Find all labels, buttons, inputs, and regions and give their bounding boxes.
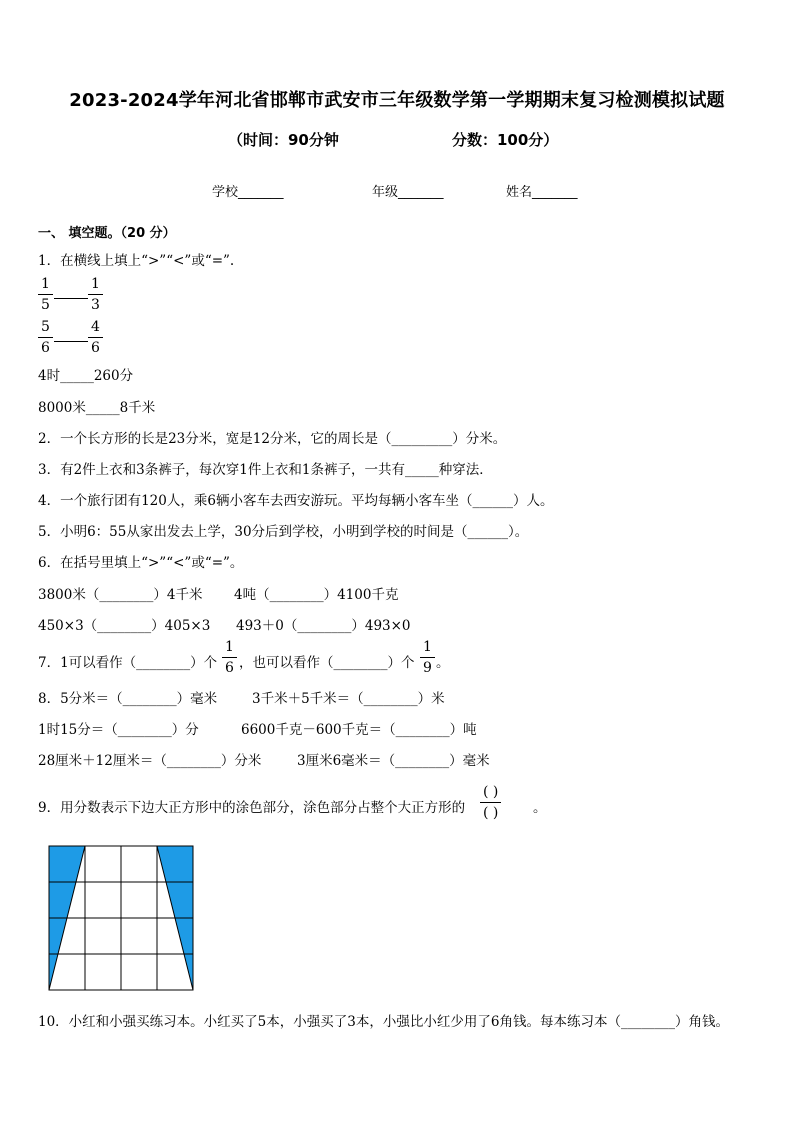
fraction-5-6 <box>38 318 53 355</box>
question-6-item-3: 450×3（________）405×3 <box>38 618 211 634</box>
question-4: 4．一个旅行团有120人，乘6辆小客车去西安游玩。平均每辆小客车坐（______）人。 <box>38 493 554 509</box>
exam-time: （时间：90分钟 <box>228 131 339 149</box>
name-field: 姓名_______ <box>506 185 578 200</box>
fraction-1-3 <box>88 275 103 312</box>
question-8-item-5: 28厘米＋12厘米＝（________）分米 <box>38 753 262 769</box>
square-grid-figure <box>48 845 196 993</box>
fraction-1-5 <box>38 275 53 312</box>
question-6-item-1: 3800米（________）4千米 <box>38 587 203 603</box>
fraction-denominator-blank: ( ) <box>483 805 499 821</box>
answer-fraction <box>480 783 501 820</box>
fraction-1-6 <box>222 638 237 675</box>
question-3: 3．有2件上衣和3条裤子，每次穿1件上衣和1条裤子，一共有_____种穿法． <box>38 462 493 478</box>
fraction-4-6 <box>88 318 103 355</box>
question-7-part-2: ，也可以看作（________）个 <box>239 655 415 671</box>
question-6-item-2: 4吨（________）4100千克 <box>234 587 399 603</box>
question-5: 5．小明6：55从家出发去上学，30分后到学校，小明到学校的时间是（______）。 <box>38 524 529 540</box>
fraction-numerator: 1 <box>222 638 237 658</box>
question-2: 2．一个长方形的长是23分米，宽是12分米，它的周长是（_________）分米。 <box>38 431 507 447</box>
question-8-item-4: 6600千克－600千克＝（________）吨 <box>241 722 477 738</box>
question-9-stem: 9．用分数表示下边大正方形中的涂色部分，涂色部分占整个大正方形的 <box>38 800 466 816</box>
question-7-end: 。 <box>436 655 450 671</box>
question-10: 10．小红和小强买练习本。小红买了5本，小强买了3本，小强比小红少用了6角钱。每本练习本（________）角钱。 <box>38 1014 729 1030</box>
fraction-denominator: 9 <box>423 660 432 676</box>
page-title: 2023-2024学年河北省邯郸市武安市三年级数学第一学期期末复习检测模拟试题 <box>69 90 725 111</box>
fraction-numerator: 4 <box>88 318 103 338</box>
answer-line <box>54 341 88 342</box>
question-1-line-4: 8000米_____8千米 <box>38 400 156 416</box>
question-8-item-2: 3千米＋5千米＝（________）米 <box>252 691 445 707</box>
question-8-item-6: 3厘米6毫米＝（________）毫米 <box>297 753 490 769</box>
exam-score: 分数：100分） <box>452 131 559 149</box>
grade-field: 年级_______ <box>372 185 444 200</box>
fraction-numerator: 1 <box>88 275 103 295</box>
fraction-denominator: 6 <box>91 340 100 356</box>
fraction-denominator: 3 <box>91 297 100 313</box>
question-1-line-3: 4时_____260分 <box>38 368 134 384</box>
question-9-end: 。 <box>533 800 547 816</box>
fraction-1-9 <box>420 638 435 675</box>
fraction-numerator-blank: ( ) <box>480 783 501 803</box>
fraction-numerator: 1 <box>420 638 435 658</box>
section-heading: 一、 填空题。（20 分） <box>38 226 176 241</box>
school-field: 学校_______ <box>212 185 284 200</box>
fraction-numerator: 5 <box>38 318 53 338</box>
question-6-item-4: 493＋0（________）493×0 <box>236 618 411 634</box>
fraction-denominator: 6 <box>225 660 234 676</box>
question-8-item-3: 1时15分＝（________）分 <box>38 722 199 738</box>
question-1-stem: 1．在横线上填上“>”“<”或“=”. <box>38 253 235 269</box>
answer-line <box>54 298 88 299</box>
fraction-denominator: 5 <box>41 297 50 313</box>
question-6-stem: 6．在括号里填上“>”“<”或“=”。 <box>38 555 244 571</box>
fraction-denominator: 6 <box>41 340 50 356</box>
question-7-part-1: 7．1可以看作（________）个 <box>38 655 218 671</box>
fraction-numerator: 1 <box>38 275 53 295</box>
question-8-item-1: 8．5分米＝（________）毫米 <box>38 691 218 707</box>
